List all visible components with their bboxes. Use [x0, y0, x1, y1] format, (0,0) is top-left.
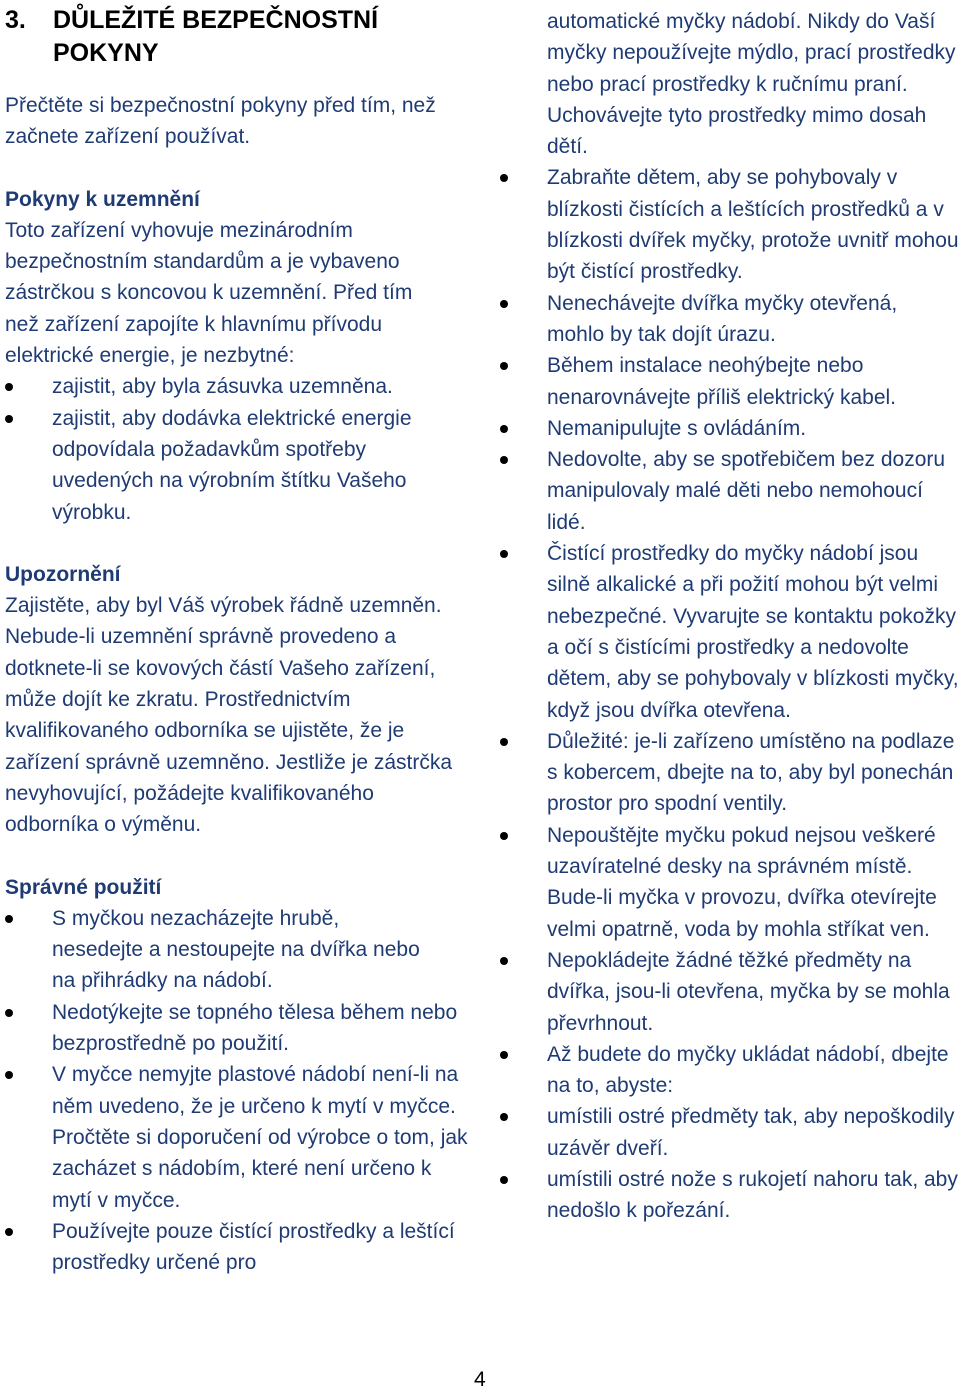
section-title-text — [53, 4, 378, 70]
section-title-line-1: DŮLEŽITÉ BEZPEČNOSTNÍ — [53, 6, 379, 34]
section-title — [5, 4, 465, 70]
bullet-icon — [500, 832, 508, 840]
list-item: Nedotýkejte se topného tělesa během nebo bezprostředně po použití. — [5, 997, 472, 1060]
bullet-icon — [500, 456, 508, 464]
bullet-icon — [5, 383, 13, 391]
list-item: zajistit, aby byla zásuvka uzemněna. — [5, 371, 465, 402]
bullet-icon — [5, 1228, 13, 1236]
list-item: Nenechávejte dvířka myčky otevřená, mohlo by tak dojít úrazu. — [500, 288, 960, 351]
grounding-heading: Pokyny k uzemnění — [5, 187, 200, 211]
bullet-icon — [500, 362, 508, 370]
list-item: V myčce nemyjte plastové nádobí není-li na něm uvedeno, že je určeno k mytí v myčce. Pročtěte si doporučení od výrobce o tom, jak zacházet s nádobím, které není určeno k mytí v myčce. — [5, 1059, 472, 1215]
list-item: Zabraňte dětem, aby se pohybovaly v blízkosti čistících a leštících prostředků a v blízkosti dvířek myčky, protože uvnitř mohou být čistící prostředky. — [500, 162, 960, 287]
list-item: Důležité: je-li zařízeno umístěno na podlaze s kobercem, dbejte na to, aby byl ponechán prostor pro spodní ventily. — [500, 726, 960, 820]
section-title-line-2: POKYNY — [53, 39, 159, 67]
list-item: Až budete do myčky ukládat nádobí, dbejte na to, abyste: — [500, 1039, 960, 1102]
list-item: umístili ostré nože s rukojetí nahoru tak, aby nedošlo k pořezání. — [500, 1164, 960, 1227]
bullet-icon — [500, 1051, 508, 1059]
right-column — [500, 0, 960, 1227]
list-item: Používejte pouze čistící prostředky a leštící prostředky určené pro — [5, 1216, 457, 1279]
list-item: Nepouštějte myčku pokud nejsou veškeré uzavíratelné desky na správném místě. Bude-li myčka v provozu, dvířka otevírejte velmi opatrně, voda by mohla stříkat ven. — [500, 820, 960, 945]
bullet-icon — [500, 300, 508, 308]
bullet-icon — [500, 1176, 508, 1184]
proper-use-bullet-list-continued — [500, 162, 960, 1226]
list-item: zajistit, aby dodávka elektrické energie odpovídala požadavkům spotřeby uvedených na výrobním štítku Vašeho výrobku. — [5, 403, 467, 528]
bullet-icon — [500, 174, 508, 182]
list-item: Nepokládejte žádné těžké předměty na dvířka, jsou-li otevřena, myčka by se mohla převrhnout. — [500, 945, 960, 1039]
warning-heading: Upozornění — [5, 562, 121, 586]
list-item: umístili ostré předměty tak, aby nepoškodily uzávěr dveří. — [500, 1101, 960, 1164]
bullet-icon — [500, 738, 508, 746]
proper-use-heading: Správné použití — [5, 875, 162, 899]
list-item: Nedovolte, aby se spotřebičem bez dozoru manipulovaly malé děti nebo nemohoucí lidé. — [500, 444, 960, 538]
bullet-icon — [500, 425, 508, 433]
proper-use-continuation: automatické myčky nádobí. Nikdy do Vaší myčky nepoužívejte mýdlo, prací prostředky nebo prací prostředky k ručnímu praní. Uchovávejte tyto prostředky mimo dosah dětí. — [547, 10, 956, 159]
bullet-icon — [500, 957, 508, 965]
intro-paragraph: Přečtěte si bezpečnostní pokyny před tím, než začnete zařízení používat. — [5, 94, 436, 149]
list-item: Během instalace neohýbejte nebo nenarovnávejte příliš elektrický kabel. — [500, 350, 960, 413]
bullet-icon — [5, 1009, 13, 1017]
page-number: 4 — [474, 1368, 486, 1391]
warning-paragraph: Zajistěte, aby byl Váš výrobek řádně uzemněn. Nebude-li uzemnění správně provedeno a dotknete-li se kovových částí Vašeho zařízení, může dojít ke zkratu. Prostřednictvím kvalifikovaného odborníka se ujistěte, že je zařízení správně uzemněno. Jestliže je zástrčka nevyhovující, požádejte kvalifikovaného odborníka o výměnu. — [5, 594, 453, 837]
list-item: Nemanipulujte s ovládáním. — [500, 413, 960, 444]
section-number: 3. — [5, 6, 26, 34]
bullet-icon — [500, 1113, 508, 1121]
grounding-bullet-list — [5, 371, 465, 527]
bullet-icon — [5, 415, 13, 423]
list-item: Čistící prostředky do myčky nádobí jsou silně alkalické a při požití mohou být velmi nebezpečné. Vyvarujte se kontaktu pokožky a očí s čistícími prostředky a nedovolte dětem, aby se pohybovaly v blízkosti myčky, když jsou dvířka otevřena. — [500, 538, 960, 726]
bullet-icon — [5, 1071, 13, 1079]
left-column — [5, 0, 468, 1278]
list-item: S myčkou nezacházejte hrubě, nesedejte a nestoupejte na dvířka nebo na přihrádky na nádobí. — [5, 903, 422, 997]
bullet-icon — [500, 550, 508, 558]
bullet-icon — [5, 915, 13, 923]
grounding-paragraph: Toto zařízení vyhovuje mezinárodním bezpečnostním standardům a je vybaveno zástrčkou s koncovou k uzemnění. Před tím než zařízení zapojíte k hlavnímu přívodu elektrické energie, je nezbytné: — [5, 218, 413, 368]
proper-use-bullet-list — [5, 903, 468, 1279]
